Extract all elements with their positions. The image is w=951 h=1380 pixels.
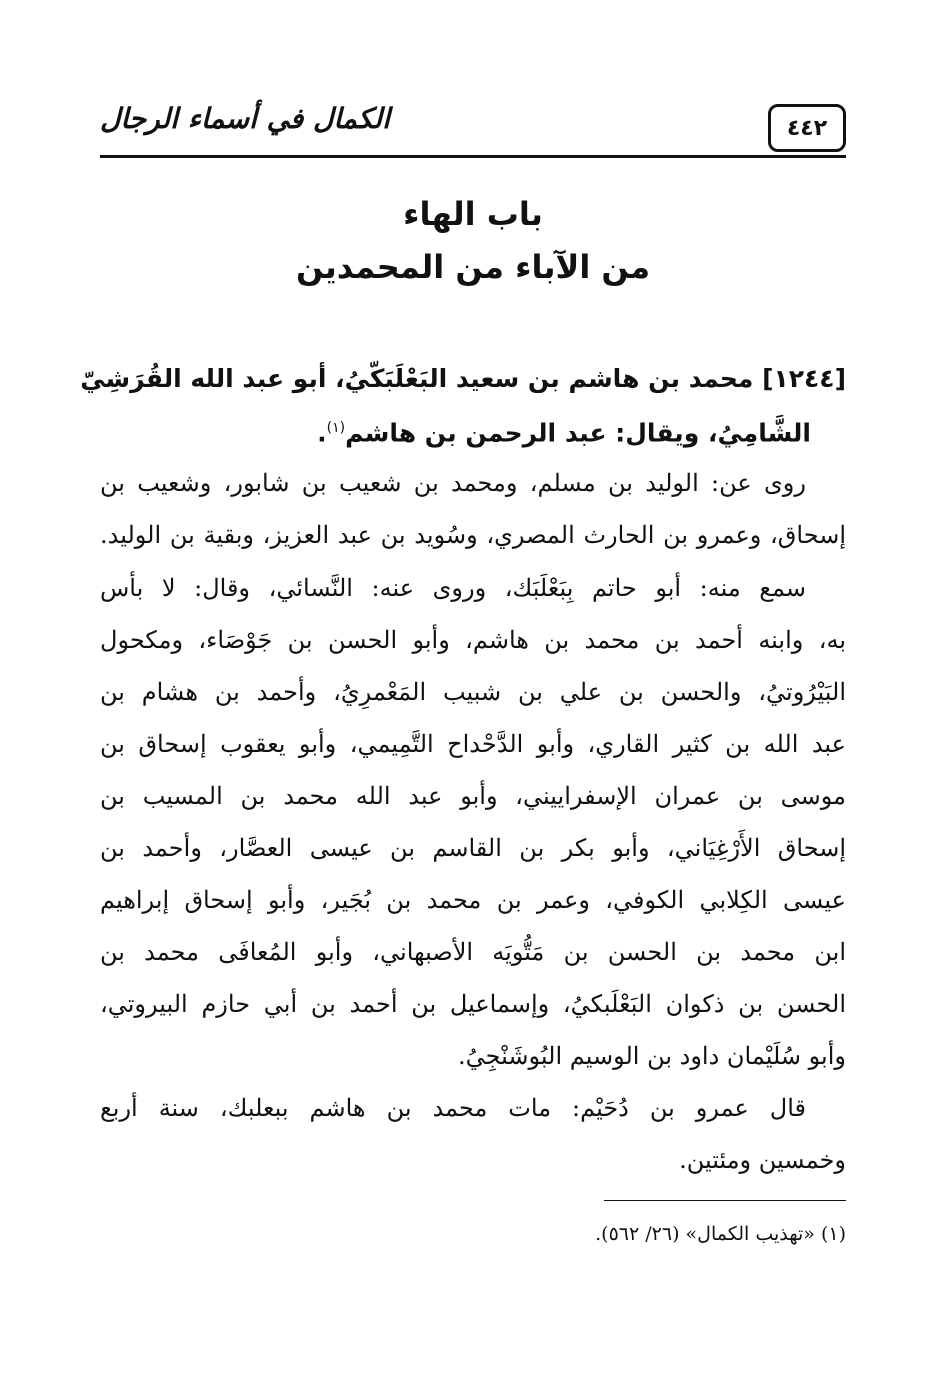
header-rule — [100, 155, 846, 158]
entry-heading-text: الشَّامِيُ، ويقال: عبد الرحمن بن هاشم — [345, 418, 811, 448]
running-title: الكمال في أسماء الرجال — [100, 102, 390, 135]
body-line: روى عن: الوليد بن مسلم، ومحمد بن شعيب بن شابور، وشعيب بن — [100, 469, 806, 497]
body-line: قال عمرو بن دُحَيْم: مات محمد بن هاشم ببعلبك، سنة أربع — [100, 1094, 806, 1122]
entry-heading-line-2 — [317, 404, 811, 457]
body-line: إسحاق الأَرْغِيَاني، وأبو بكر بن القاسم بن عيسى العصَّار، وأحمد بن — [100, 834, 846, 862]
body-line: إسحاق، وعمرو بن الحارث المصري، وسُويد بن عبد العزيز، وبقية بن الوليد. — [100, 521, 846, 549]
body-line: به، وابنه أحمد بن محمد بن هاشم، وأبو الحسن بن جَوْصَاء، ومكحول — [100, 626, 847, 654]
footnote: (١) «تهذيب الكمال» (٢٦/ ٥٦٢). — [595, 1223, 846, 1245]
entry-heading-end: . — [317, 418, 327, 448]
footnote-reference[interactable]: (١) — [326, 420, 346, 436]
body-line: موسى بن عمران الإسفراييني، وأبو عبد الله محمد بن المسيب بن — [100, 782, 846, 810]
body-line: عبد الله بن كثير القاري، وأبو الدَّحْداح التَّمِيمي، وأبو يعقوب إسحاق بن — [100, 730, 846, 758]
page-header — [100, 98, 846, 156]
footnote-rule — [604, 1200, 846, 1201]
entry-heading-line-1: [١٢٤٤] محمد بن هاشم بن سعيد البَعْلَبَكّيُ، أبو عبد الله القُرَشِيّ — [80, 364, 846, 393]
body-line: الحسن بن ذكوان البَعْلَبكيُ، وإسماعيل بن أحمد بن أبي حازم البيروتي، — [100, 990, 846, 1018]
body-line: وأبو سُلَيْمان داود بن الوسيم البُوشَنْجِيُ. — [458, 1042, 846, 1070]
body-line: ابن محمد بن الحسن بن مَتُّويَه الأصبهاني، وأبو المُعافَى محمد بن — [100, 938, 846, 966]
body-line: وخمسين ومئتين. — [679, 1146, 846, 1174]
body-line: عيسى الكِلابي الكوفي، وعمر بن محمد بن بُجَير، وأبو إسحاق إبراهيم — [100, 886, 846, 914]
chapter-subtitle: من الآباء من المحمدين — [295, 248, 651, 286]
body-line: سمع منه: أبو حاتم بِبَعْلَبَك، وروى عنه: النَّسائي، وقال: لا بأس — [100, 574, 806, 602]
page-number: ٤٤٢ — [768, 104, 846, 152]
chapter-title: باب الهاء — [403, 195, 543, 233]
body-line: البَيْرُوتيُ، والحسن بن علي بن شبيب المَعْمرِيُ، وأحمد بن هشام بن — [100, 678, 846, 706]
